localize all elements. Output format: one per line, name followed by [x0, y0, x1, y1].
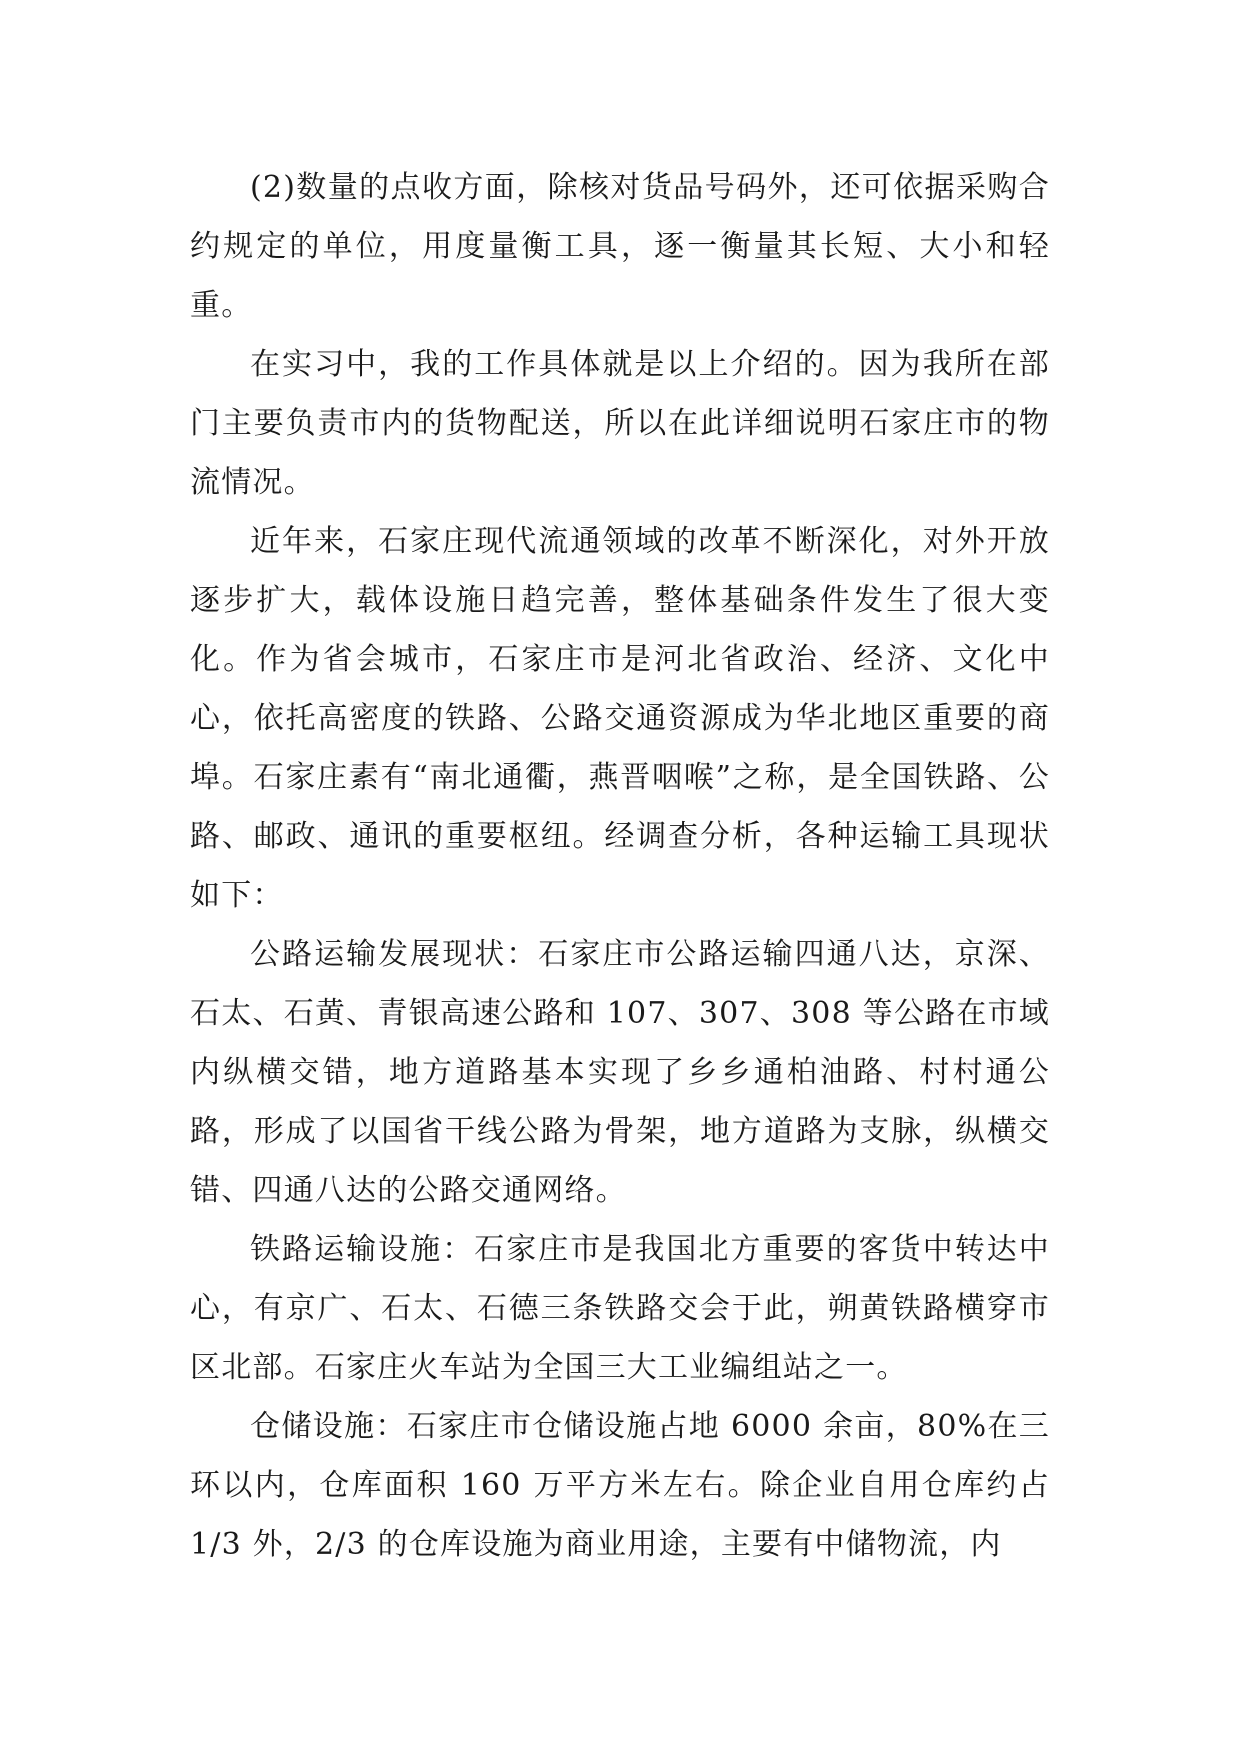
paragraph-quantity-check: (2)数量的点收方面，除核对货品号码外，还可依据采购合约规定的单位，用度量衡工具，逐一衡量其长短、大小和轻重。 [190, 170, 1050, 323]
paragraph-internship-work: 在实习中，我的工作具体就是以上介绍的。因为我所在部门主要负责市内的货物配送，所以在此详细说明石家庄市的物流情况。 [190, 347, 1050, 500]
paragraph-warehousing: 仓储设施：石家庄市仓储设施占地 6000 余亩，80%在三环以内，仓库面积 160 万平方米左右。除企业自用仓库约占 1/3 外，2/3 的仓库设施为商业用途，主要有中储物流，内 [190, 1409, 1050, 1562]
paragraph-rail-transport: 铁路运输设施：石家庄市是我国北方重要的客货中转达中心，有京广、石太、石德三条铁路交会于此，朔黄铁路横穿市区北部。石家庄火车站为全国三大工业编组站之一。 [190, 1232, 1050, 1385]
paragraph-city-overview: 近年来，石家庄现代流通领域的改革不断深化，对外开放逐步扩大，载体设施日趋完善，整体基础条件发生了很大变化。作为省会城市，石家庄市是河北省政治、经济、文化中心，依托高密度的铁路、公路交通资源成为华北地区重要的商埠。石家庄素有“南北通衢，燕晋咽喉”之称，是全国铁路、公路、邮政、通讯的重要枢纽。经调查分析，各种运输工具现状如下： [190, 524, 1050, 913]
paragraph-road-transport: 公路运输发展现状：石家庄市公路运输四通八达，京深、石太、石黄、青银高速公路和 107、307、308 等公路在市域内纵横交错，地方道路基本实现了乡乡通柏油路、村村通公路，形成了以国省干线公路为骨架，地方道路为支脉，纵横交错、四通八达的公路交通网络。 [190, 937, 1050, 1208]
document-body [190, 158, 1050, 1574]
